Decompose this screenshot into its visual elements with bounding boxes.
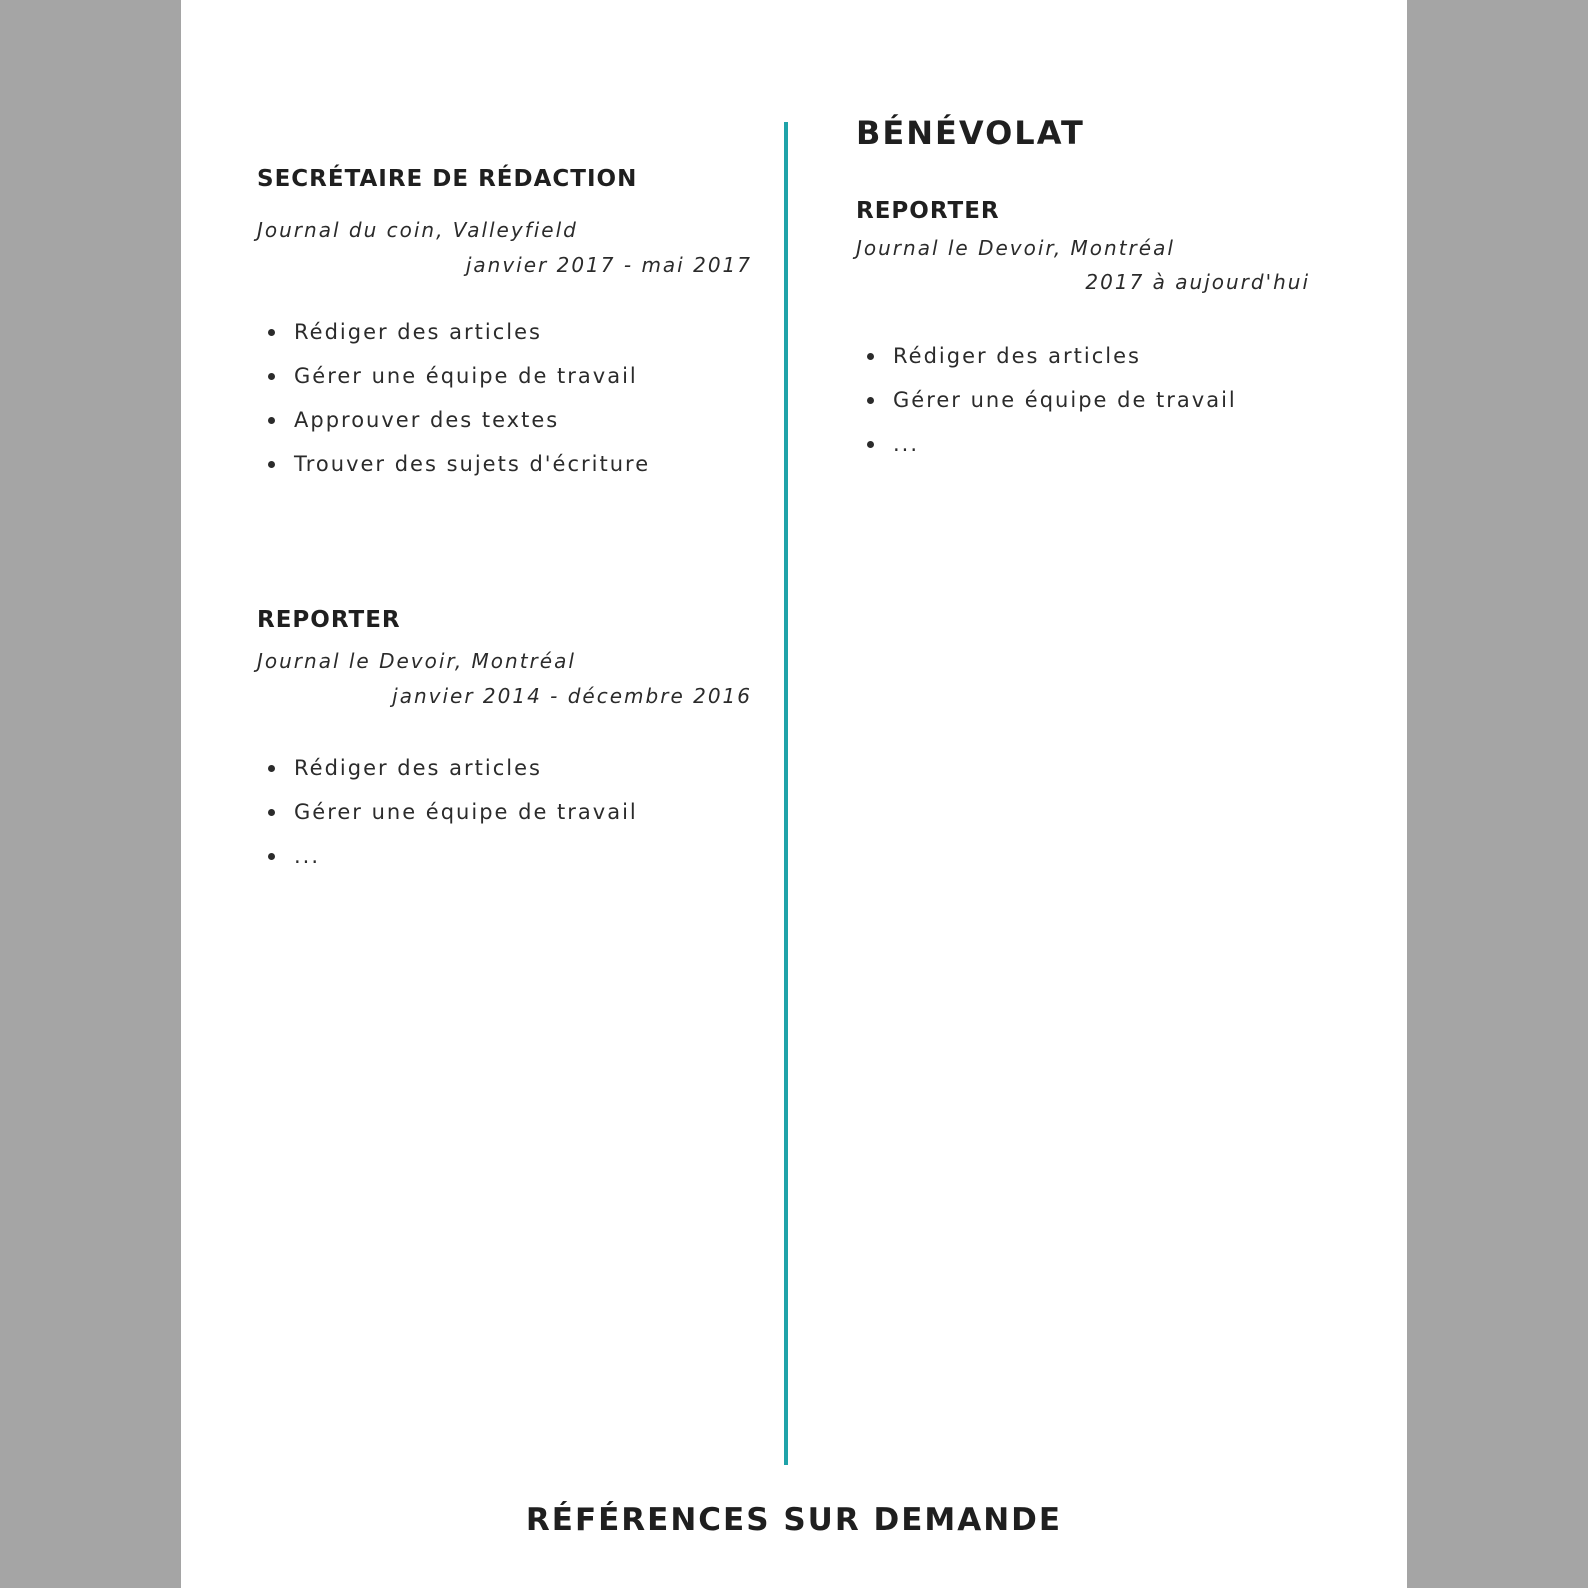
task-text: Gérer une équipe de travail: [294, 364, 638, 388]
task-item: [856, 334, 1237, 378]
employment-dates: janvier 2017 - mai 2017: [465, 253, 752, 277]
task-text: Approuver des textes: [294, 408, 560, 432]
task-text: ...: [893, 432, 920, 456]
company-location: Journal du coin, Valleyfield: [257, 218, 578, 242]
bullet-icon: [268, 417, 275, 424]
bullet-icon: [268, 853, 275, 860]
column-divider: [784, 122, 788, 1465]
task-text: Gérer une équipe de travail: [893, 388, 1237, 412]
bullet-icon: [268, 329, 275, 336]
section-heading-volunteering: BÉNÉVOLAT: [856, 114, 1085, 152]
company-location: Journal le Devoir, Montréal: [257, 649, 576, 673]
task-item: [257, 398, 650, 442]
task-item: [257, 442, 650, 486]
bullet-icon: [268, 765, 275, 772]
job-title: REPORTER: [856, 198, 1000, 224]
references-footer: RÉFÉRENCES SUR DEMANDE: [525, 1502, 1063, 1538]
company-location: Journal le Devoir, Montréal: [856, 236, 1175, 260]
bullet-icon: [867, 353, 874, 360]
resume-page: [181, 0, 1407, 1588]
task-text: Gérer une équipe de travail: [294, 800, 638, 824]
task-item: [257, 834, 638, 878]
job-title: REPORTER: [257, 607, 401, 633]
task-list: [856, 334, 1237, 466]
bullet-icon: [268, 373, 275, 380]
job-title: SECRÉTAIRE DE RÉDACTION: [257, 166, 638, 192]
task-text: Rédiger des articles: [294, 320, 542, 344]
bullet-icon: [867, 397, 874, 404]
task-list: [257, 310, 650, 486]
task-text: Trouver des sujets d'écriture: [294, 452, 651, 476]
bullet-icon: [867, 441, 874, 448]
task-item: [257, 746, 638, 790]
task-text: Rédiger des articles: [294, 756, 542, 780]
task-item: [257, 354, 650, 398]
task-text: ...: [294, 844, 321, 868]
task-item: [856, 378, 1237, 422]
task-item: [856, 422, 1237, 466]
task-list: [257, 746, 638, 878]
task-text: Rédiger des articles: [893, 344, 1141, 368]
employment-dates: janvier 2014 - décembre 2016: [392, 684, 752, 708]
volunteering-dates: 2017 à aujourd'hui: [1085, 270, 1310, 294]
task-item: [257, 310, 650, 354]
task-item: [257, 790, 638, 834]
bullet-icon: [268, 461, 275, 468]
bullet-icon: [268, 809, 275, 816]
